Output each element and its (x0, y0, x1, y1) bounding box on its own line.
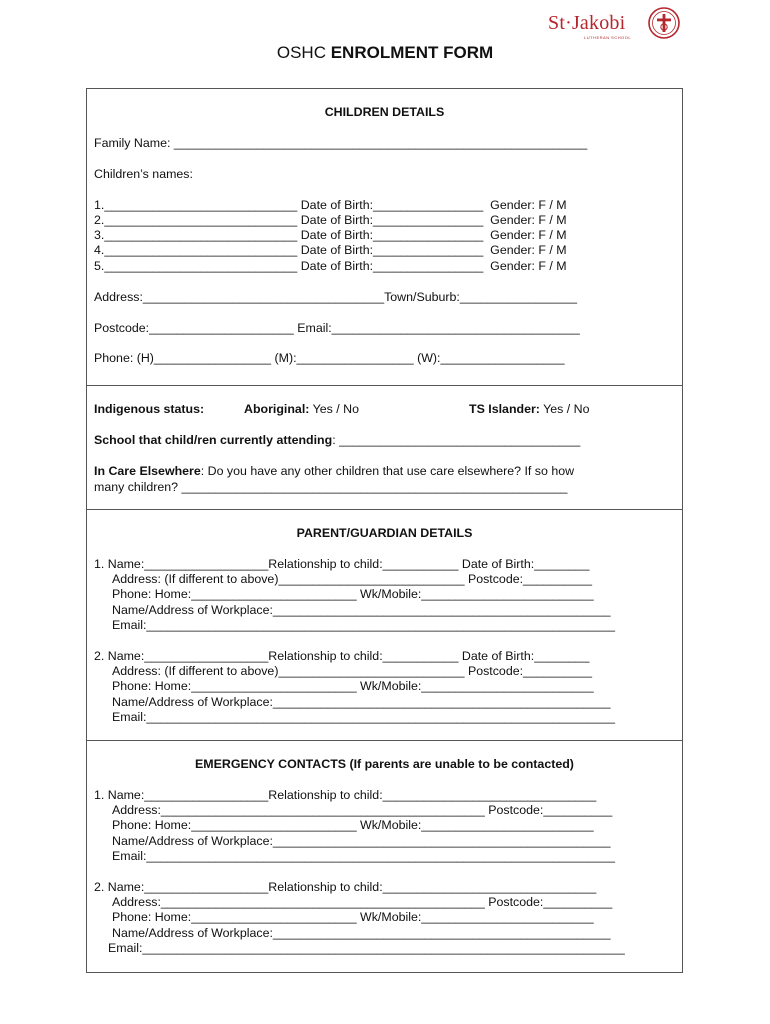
emergency-contacts-heading: EMERGENCY CONTACTS (If parents are unable to be contacted) (195, 757, 574, 771)
emergency-phone-field[interactable]: Phone: Home:________________________ Wk/Mobile:_________________________ (112, 910, 594, 924)
child-row[interactable]: 2.____________________________ Date of Birth:________________ Gender: F / M (94, 213, 567, 227)
parent-phone-field[interactable]: Phone: Home:________________________ Wk/Mobile:_________________________ (112, 587, 594, 601)
aboriginal-option[interactable] (244, 402, 359, 417)
emergency-address-field[interactable]: Address:_______________________________________________ Postcode:__________ (112, 895, 613, 909)
section-divider (87, 509, 682, 510)
care-elsewhere-label: In Care Elsewhere (94, 464, 201, 478)
emergency-name-field[interactable]: 2. Name:__________________Relationship to child:_______________________________ (94, 880, 597, 894)
parent-name-field[interactable]: 2. Name:__________________Relationship to child:___________ Date of Birth:________ (94, 649, 590, 663)
parent-workplace-field[interactable]: Name/Address of Workplace:_________________________________________________ (112, 695, 611, 709)
emergency-email-field[interactable]: Email:____________________________________________________________________ (112, 849, 616, 863)
care-elsewhere-question: : Do you have any other children that use care elsewhere? If so how (200, 464, 575, 478)
school-logo (548, 6, 684, 42)
logo-wordmark: St·Jakobi (548, 12, 626, 34)
enrolment-form (86, 88, 683, 973)
ts-islander-value: Yes / No (539, 402, 590, 416)
parent-email-field[interactable]: Email:____________________________________________________________________ (112, 710, 616, 724)
emergency-address-field[interactable]: Address:_______________________________________________ Postcode:__________ (112, 803, 613, 817)
parent-name-field[interactable]: 1. Name:__________________Relationship to child:___________ Date of Birth:________ (94, 557, 590, 571)
section-divider (87, 740, 682, 741)
logo-subtext: LUTHERAN SCHOOL (584, 35, 632, 40)
emergency-workplace-field[interactable]: Name/Address of Workplace:_________________________________________________ (112, 926, 611, 940)
emergency-email-field[interactable]: Email:______________________________________________________________________ (108, 941, 625, 955)
page-title (0, 43, 770, 63)
school-seal-icon (648, 7, 680, 39)
school-attending-field[interactable] (94, 433, 580, 448)
emergency-workplace-field[interactable]: Name/Address of Workplace:_________________________________________________ (112, 834, 611, 848)
parent-guardian-heading: PARENT/GUARDIAN DETAILS (296, 526, 473, 540)
emergency-name-field[interactable]: 1. Name:__________________Relationship to child:_______________________________ (94, 788, 597, 802)
family-name-field[interactable]: Family Name: ____________________________________________________________ (94, 136, 588, 150)
parent-address-field[interactable]: Address: (If different to above)___________________________ Postcode:__________ (112, 572, 592, 586)
child-row[interactable]: 1.____________________________ Date of Birth:________________ Gender: F / M (94, 198, 567, 212)
child-row[interactable]: 4.____________________________ Date of Birth:________________ Gender: F / M (94, 243, 567, 257)
address-field[interactable]: Address:___________________________________Town/Suburb:_________________ (94, 290, 577, 304)
care-elsewhere-count[interactable]: many children? ________________________________________________________ (94, 480, 568, 494)
indigenous-status-label: Indigenous status: (94, 402, 205, 416)
section-divider (87, 385, 682, 386)
emergency-phone-field[interactable]: Phone: Home:________________________ Wk/Mobile:_________________________ (112, 818, 594, 832)
school-attending-label: School that child/ren currently attending (94, 433, 333, 447)
postcode-email-field[interactable]: Postcode:_____________________ Email:____________________________________ (94, 321, 580, 335)
ts-islander-label: TS Islander: (469, 402, 540, 416)
aboriginal-value: Yes / No (309, 402, 359, 416)
parent-phone-field[interactable]: Phone: Home:________________________ Wk/Mobile:_________________________ (112, 679, 594, 693)
child-row[interactable]: 5.____________________________ Date of Birth:________________ Gender: F / M (94, 259, 567, 273)
children-details-heading: CHILDREN DETAILS (324, 105, 445, 119)
child-row[interactable]: 3.____________________________ Date of Birth:________________ Gender: F / M (94, 228, 567, 242)
title-bold: ENROLMENT FORM (330, 43, 494, 62)
school-attending-value: : ___________________________________ (332, 433, 581, 447)
parent-workplace-field[interactable]: Name/Address of Workplace:_________________________________________________ (112, 603, 611, 617)
parent-email-field[interactable]: Email:____________________________________________________________________ (112, 618, 616, 632)
parent-address-field[interactable]: Address: (If different to above)___________________________ Postcode:__________ (112, 664, 592, 678)
care-elsewhere-field[interactable] (94, 464, 574, 479)
phone-field[interactable]: Phone: (H)_________________ (M):_________________ (W):__________________ (94, 351, 565, 365)
aboriginal-label: Aboriginal: (244, 402, 310, 416)
children-names-label: Children’s names: (94, 167, 193, 181)
ts-islander-option[interactable] (469, 402, 590, 417)
title-plain: OSHC (276, 43, 331, 62)
